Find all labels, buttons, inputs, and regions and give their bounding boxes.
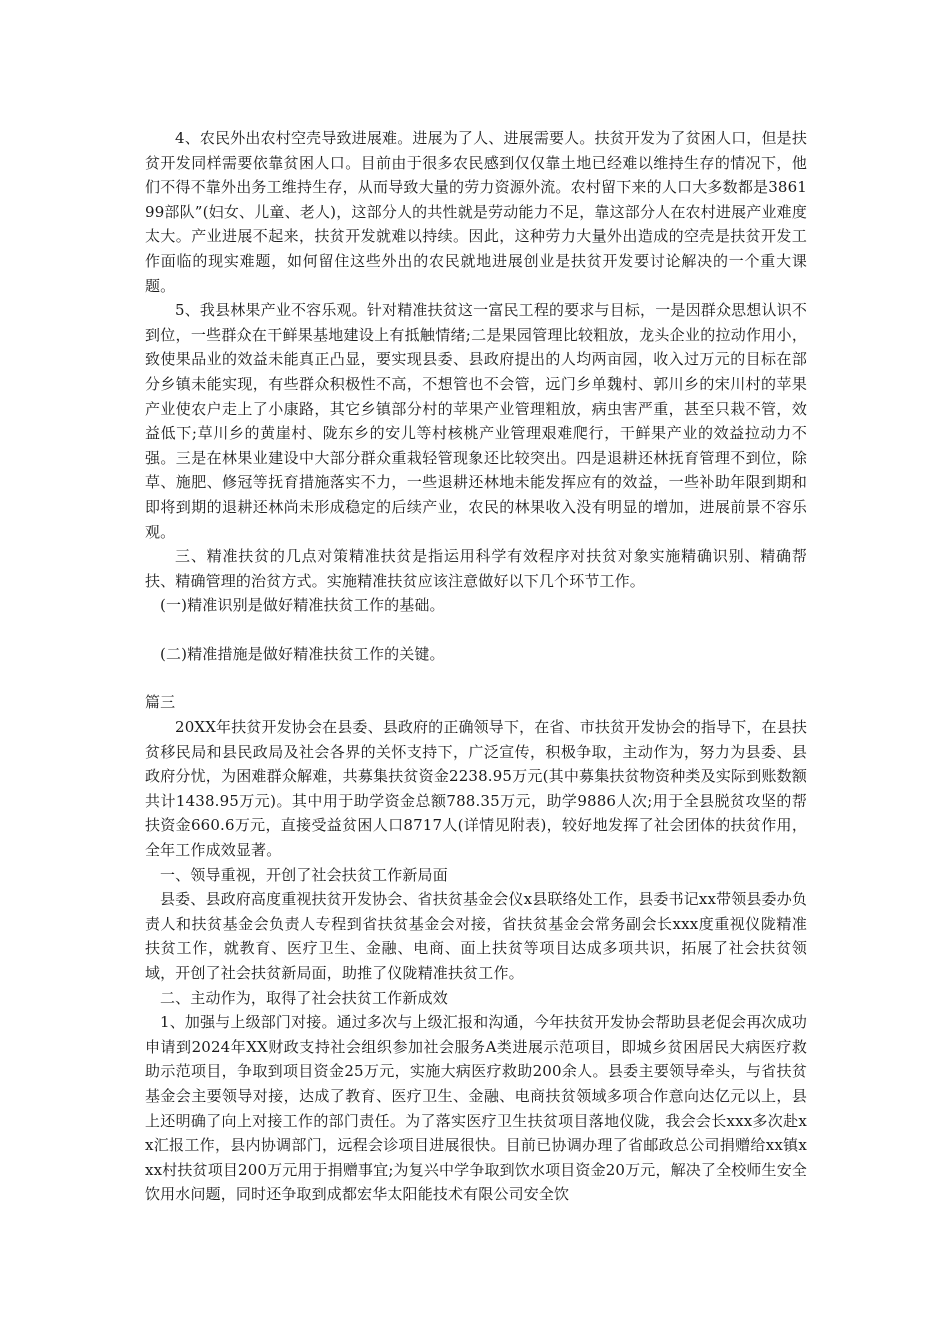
spacer: [145, 618, 807, 642]
paragraph-leadership: 县委、县政府高度重视扶贫开发协会、省扶贫基金会仪x县联络处工作，县委书记xx带领县委办负责人和扶贫基金会负责人专程到省扶贫基金会对接，省扶贫基金会常务副会长xxx度重视仪陇精准扶贫工作，就教育、医疗卫生、金融、电商、面上扶贫等项目达成多项共识，拓展了社会扶贫领域，开创了社会扶贫新局面，助推了仪陇精准扶贫工作。: [145, 890, 807, 982]
paragraph-annual-summary: 20XX年扶贫开发协会在县委、县政府的正确领导下，在省、市扶贫开发协会的指导下，在县扶贫移民局和县民政局及社会各界的关怀支持下，广泛宣传，积极争取，主动作为，努力为县委、县政府分忧，为困难群众解难，共募集扶贫资金2238.95万元(其中募集扶贫物资种类及实际到账数额共计1438.95万元)。其中用于助学资金总额788.35万元，助学9886人次;用于全县脱贫攻坚的帮扶资金660.6万元，直接受益贫困人口8717人(详情见附表)，较好地发挥了社会团体的扶贫作用，全年工作成效显著。: [145, 718, 807, 860]
section-heading: 篇三: [145, 693, 176, 712]
spacer: [145, 666, 807, 690]
paragraph-precise-identification: (一)精准识别是做好精准扶贫工作的基础。: [160, 596, 445, 615]
document-page: [145, 126, 807, 1207]
paragraph-precise-measures: (二)精准措施是做好精准扶贫工作的关键。: [160, 644, 445, 663]
paragraph-forestry-industry: 5、我县林果产业不容乐观。针对精准扶贫这一富民工程的要求与目标，一是因群众思想认识不到位，一些群众在干鲜果基地建设上有抵触情绪;二是果园管理比较粗放，龙头企业的拉动作用小，致使果品业的效益未能真正凸显，要实现县委、县政府提出的人均两亩园，收入过万元的目标在部分乡镇未能实现，有些群众积极性不高，不想管也不会管，远门乡单魏村、郭川乡的宋川村的苹果产业使农户走上了小康路，其它乡镇部分村的苹果产业管理粗放，病虫害严重，甚至只栽不管，效益低下;草川乡的黄崖村、陇东乡的安儿等村核桃产业管理艰难爬行，干鲜果产业的效益拉动力不强。三是在林果业建设中大部分群众重栽轻管现象还比较突出。四是退耕还林抚育管理不到位，除草、施肥、修冠等抚育措施落实不力，一些退耕还林地未能发挥应有的效益，一些补助年限到期和即将到期的退耕还林尚未形成稳定的后续产业，农民的林果收入没有明显的增加，进展前景不容乐观。: [145, 301, 807, 541]
paragraph-docking: 1、加强与上级部门对接。通过多次与上级汇报和沟通，今年扶贫开发协会帮助县老促会再次成功申请到2024年XX财政支持社会组织参加社会服务A类进展示范项目，即城乡贫困居民大病医疗救助示范项目，争取到项目资金25万元，实施大病医疗救助200余人。县委主要领导牵头，与省扶贫基金会主要领导对接，达成了教育、医疗卫生、金融、电商扶贫领域多项合作意向达亿元以上，县上还明确了向上对接工作的部门责任。为了落实医疗卫生扶贫项目落地仪陇，我会会长xxx多次赴xx汇报工作，县内协调部门，远程会诊项目进展很快。目前已协调办理了省邮政总公司捐赠给xx镇xxx村扶贫项目200万元用于捐赠事宜;为复兴中学争取到饮水项目资金20万元，解决了全校师生安全饮用水问题，同时还争取到成都宏华太阳能技术有限公司安全饮: [145, 1013, 807, 1204]
heading-leadership: 一、领导重视，开创了社会扶贫工作新局面: [160, 865, 448, 884]
heading-initiative: 二、主动作为，取得了社会扶贫工作新成效: [160, 988, 448, 1007]
paragraph-countermeasures: 三、精准扶贫的几点对策精准扶贫是指运用科学有效程序对扶贫对象实施精确识别、精确帮扶、精确管理的治贫方式。实施精准扶贫应该注意做好以下几个环节工作。: [145, 547, 807, 590]
paragraph-rural-hollowing: 4、农民外出农村空壳导致进展难。进展为了人、进展需要人。扶贫开发为了贫困人口，但是扶贫开发同样需要依靠贫困人口。目前由于很多农民感到仅仅靠土地已经难以维持生存的情况下，他们不得不靠外出务工维持生存，从而导致大量的劳力资源外流。农村留下来的人口大多数都是386199部队”(妇女、儿童、老人)，这部分人的共性就是劳动能力不足，靠这部分人在农村进展产业难度太大。产业进展不起来，扶贫开发就难以持续。因此，这种劳力大量外出造成的空壳是扶贫开发工作面临的现实难题，如何留住这些外出的农民就地进展创业是扶贫开发要讨论解决的一个重大课题。: [145, 129, 807, 295]
